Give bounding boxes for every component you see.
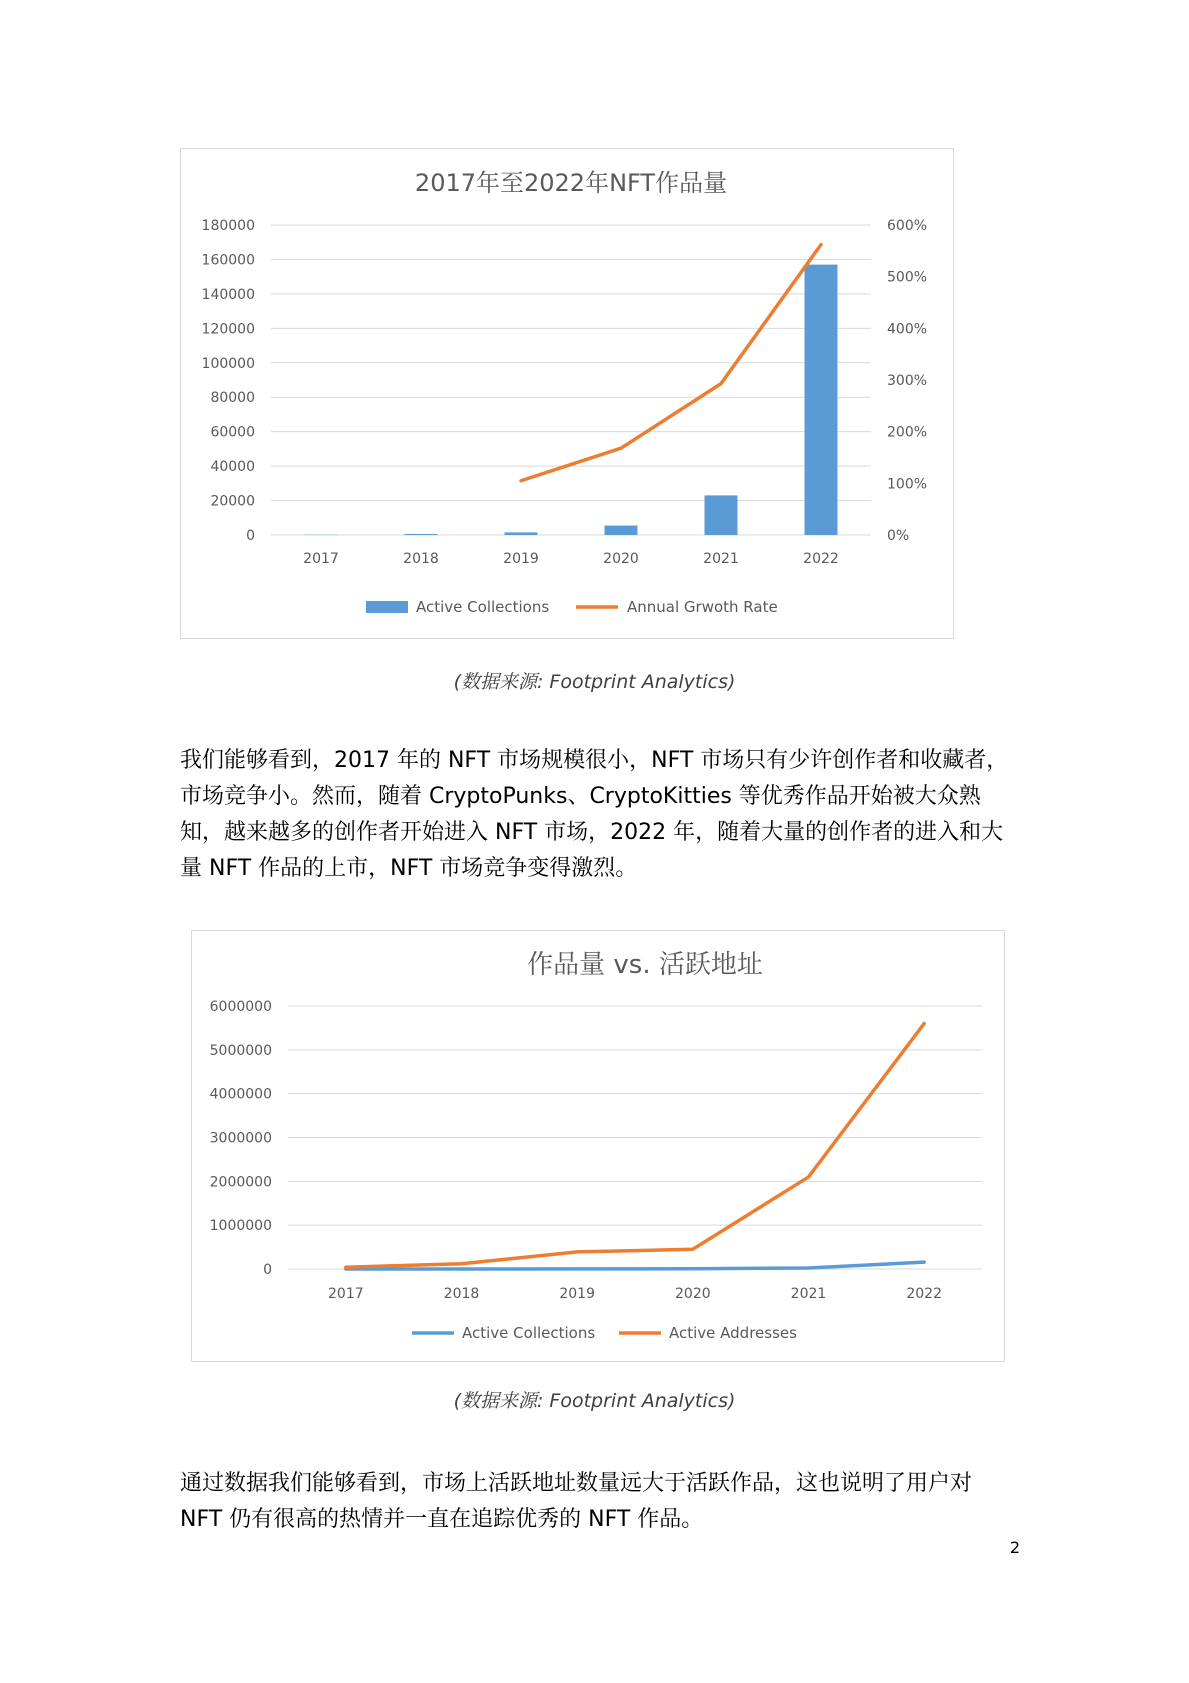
- y-tick-label: 2000000: [209, 1174, 272, 1191]
- y2-tick-label: 0%: [887, 528, 910, 544]
- bar-active-collections: [605, 526, 638, 535]
- chart-growth: [181, 149, 955, 640]
- x-tick-label: 2018: [403, 551, 439, 567]
- x-tick-label: 2018: [443, 1286, 480, 1302]
- bar-active-collections: [405, 534, 438, 535]
- legend-label-active-addresses: Active Addresses: [669, 1324, 797, 1342]
- chart-growth-source-caption: (数据来源: Footprint Analytics): [453, 671, 736, 693]
- y-tick-label: 40000: [210, 459, 255, 476]
- y-tick-label: 180000: [201, 218, 255, 234]
- y-tick-label: 120000: [201, 321, 255, 338]
- chart-title: 作品量 vs. 活跃地址: [527, 950, 763, 980]
- bar-active-collections: [705, 495, 738, 535]
- x-tick-label: 2017: [328, 1286, 364, 1302]
- x-tick-label: 2021: [703, 551, 739, 567]
- chart-growth-frame: [180, 148, 954, 639]
- line-active-addresses: [346, 1024, 924, 1268]
- analysis-paragraph-2: 通过数据我们能够看到，市场上活跃地址数量远大于活跃作品，这也说明了用户对 NFT 仍有很高的热情并一直在追踪优秀的 NFT 作品。: [180, 1471, 973, 1532]
- x-tick-label: 2017: [303, 551, 339, 567]
- y-tick-label: 0: [263, 1262, 272, 1278]
- y-tick-label: 60000: [210, 424, 255, 441]
- y2-tick-label: 300%: [887, 373, 928, 389]
- analysis-paragraph-1: 我们能够看到，2017 年的 NFT 市场规模很小，NFT 市场只有少许创作者和收藏者，市场竞争小。然而，随着 CryptoPunks、CryptoKitties 等优秀作品开始被大众熟知，越来越多的创作者开始进入 NFT 市场，2022 年，随着大量的创作者的进入和大量 NFT 作品的上市，NFT 市场竞争变得激烈。: [180, 748, 1009, 881]
- y-tick-label: 1000000: [209, 1218, 272, 1235]
- page-number: 2: [1009, 1538, 1020, 1557]
- legend-label-active-collections: Active Collections: [416, 598, 550, 616]
- x-tick-label: 2022: [906, 1286, 942, 1302]
- y-tick-label: 100000: [201, 355, 255, 372]
- y2-tick-label: 400%: [887, 321, 928, 338]
- x-tick-label: 2020: [675, 1286, 711, 1302]
- y2-tick-label: 500%: [887, 269, 928, 286]
- y-tick-label: 20000: [210, 493, 255, 510]
- y-tick-label: 0: [246, 528, 255, 544]
- y-tick-label: 6000000: [209, 999, 272, 1015]
- y-tick-label: 140000: [201, 286, 255, 303]
- y-tick-label: 5000000: [209, 1042, 272, 1059]
- y2-tick-label: 600%: [887, 218, 928, 234]
- y-tick-label: 3000000: [209, 1130, 272, 1147]
- x-tick-label: 2019: [503, 551, 539, 567]
- x-tick-label: 2021: [790, 1286, 827, 1302]
- chart-title: 2017年至2022年NFT作品量: [414, 169, 728, 197]
- bar-active-collections: [805, 265, 838, 535]
- y2-tick-label: 200%: [887, 424, 928, 441]
- chart-comparison-frame: [191, 930, 1005, 1362]
- legend-swatch-active-collections: [366, 601, 408, 613]
- chart-comparison: [192, 931, 1006, 1363]
- bar-active-collections: [505, 532, 538, 535]
- y-tick-label: 160000: [201, 252, 255, 269]
- x-tick-label: 2020: [603, 551, 639, 567]
- chart-comparison-source-caption: (数据来源: Footprint Analytics): [453, 1390, 736, 1412]
- x-tick-label: 2019: [559, 1286, 595, 1302]
- y2-tick-label: 100%: [887, 476, 928, 493]
- legend-label-active-collections: Active Collections: [462, 1324, 596, 1342]
- y-tick-label: 4000000: [209, 1086, 272, 1103]
- y-tick-label: 80000: [210, 390, 255, 407]
- legend-label-annual-growth-rate: Annual Grwoth Rate: [627, 598, 778, 616]
- x-tick-label: 2022: [803, 551, 839, 567]
